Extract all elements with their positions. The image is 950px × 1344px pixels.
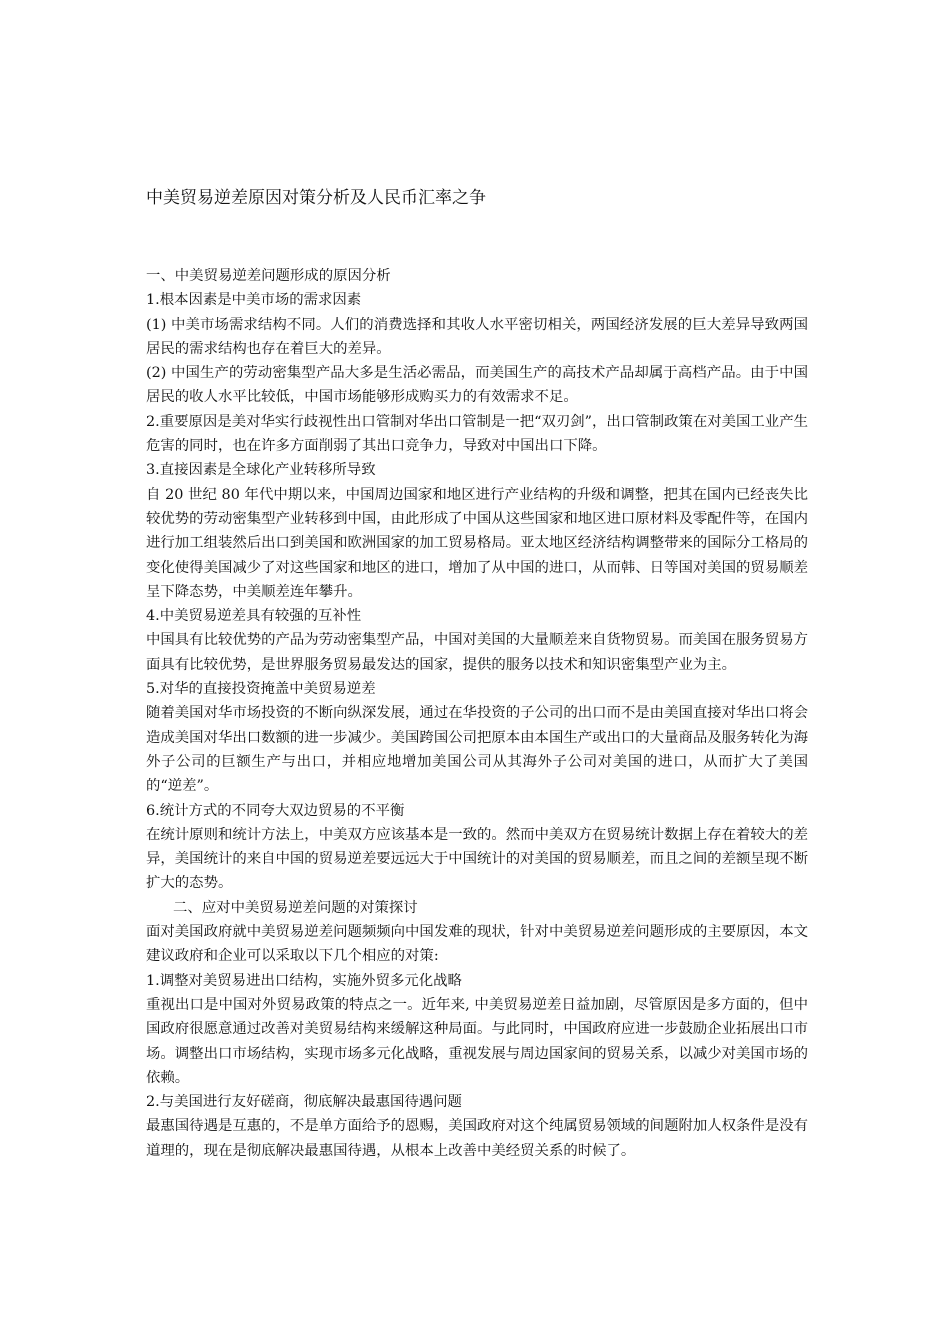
subsection-heading: 3.直接因素是全球化产业转移所导致 [146, 462, 376, 479]
subsection-heading: 1.根本因素是中美市场的需求因素 [146, 292, 362, 309]
body-paragraph: 面对美国政府就中美贸易逆差问题频频向中国发难的现状，针对中美贸易逆差问题形成的主要原因，本文建议政府和企业可以采取以下几个相应的对策: [146, 924, 808, 965]
body-paragraph: 自 20 世纪 80 年代中期以来，中国周边国家和地区进行产业结构的升级和调整，把其在国内已经丧失比较优势的劳动密集型产业转移到中国，由此形成了中国从这些国家和地区进口原材料及零配件等，在国内进行加工组装然后出口到美国和欧洲国家的加工贸易格局。亚太地区经济结构调整带来的国际分工格局的变化使得美国减少了对这些国家和地区的进口，增加了从中国的进口，从而韩、日等国对美国的贸易顺差呈下降态势，中美顺差连年攀升。 [146, 486, 808, 600]
body-paragraph: 最惠国待遇是互惠的，不是单方面给予的恩赐，美国政府对这个纯属贸易领域的间题附加人权条件是没有道理的，现在是彻底解决最惠国待遇，从根本上改善中美经贸关系的时候了。 [146, 1118, 808, 1159]
body-paragraph: 在统计原则和统计方法上，中美双方应该基本是一致的。然而中美双方在贸易统计数据上存在着较大的差异，美国统计的来自中国的贸易逆差要远远大于中国统计的对美国的贸易顺差，而且之间的差额呈现不断扩大的态势。 [146, 826, 808, 892]
subsection-heading: 2.与美国进行友好磋商，彻底解决最惠国待遇问题 [146, 1094, 462, 1111]
subsection-heading: 6.统计方式的不同夸大双边贸易的不平衡 [146, 802, 405, 819]
document-body [146, 264, 808, 1163]
body-paragraph: 随着美国对华市场投资的不断向纵深发展，通过在华投资的子公司的出口而不是由美国直接对华出口将会造成美国对华出口数额的进一步减少。美国跨国公司把原本由本国生产或出口的大量商品及服务转化为海外子公司的巨额生产与出口，并相应地增加美国公司从其海外子公司对美国的进口，从而扩大了美国的“逆差”。 [146, 705, 808, 795]
subsection-heading: 4.中美贸易逆差具有较强的互补性 [146, 608, 362, 625]
body-paragraph: (1) 中美市场需求结构不同。人们的消费选择和其收人水平密切相关，两国经济发展的巨大差异导致两国居民的需求结构也存在着巨大的差异。 [146, 316, 808, 357]
section-heading-1: 一、中美贸易逆差问题形成的原因分析 [146, 268, 391, 284]
section-heading-2: 二、应对中美贸易逆差问题的对策探讨 [173, 899, 418, 916]
body-paragraph: (2) 中国生产的劳动密集型产品大多是生活必需品，而美国生产的高技术产品却属于高档产品。由于中国居民的收人水平比较低，中国市场能够形成购买力的有效需求不足。 [146, 365, 808, 406]
body-paragraph: 重视出口是中国对外贸易政策的特点之一。近年来, 中美贸易逆差日益加剧，尽管原因是多方面的，但中国政府很愿意通过改善对美贸易结构来缓解这种局面。与此同时，中国政府应进一步鼓励企业拓展出口市场。调整出口市场结构，实现市场多元化战略，重视发展与周边国家间的贸易关系，以减少对美国市场的依赖。 [146, 996, 808, 1086]
subsection-heading: 1.调整对美贸易进出口结构，实施外贸多元化战略 [146, 972, 462, 989]
document-title: 中美贸易逆差原因对策分析及人民币汇率之争 [146, 188, 486, 208]
subsection-heading: 5.对华的直接投资掩盖中美贸易逆差 [146, 681, 376, 698]
body-paragraph: 中国具有比较优势的产品为劳动密集型产品，中国对美国的大量顺差来自货物贸易。而美国在服务贸易方面具有比较优势，是世界服务贸易最发达的国家，提供的服务以技术和知识密集型产业为主。 [146, 632, 808, 673]
body-paragraph: 2.重要原因是美对华实行歧视性出口管制对华出口管制是一把“双刃剑”，出口管制政策在对美国工业产生危害的同时，也在许多方面削弱了其出口竞争力，导致对中国出口下降。 [146, 413, 808, 455]
